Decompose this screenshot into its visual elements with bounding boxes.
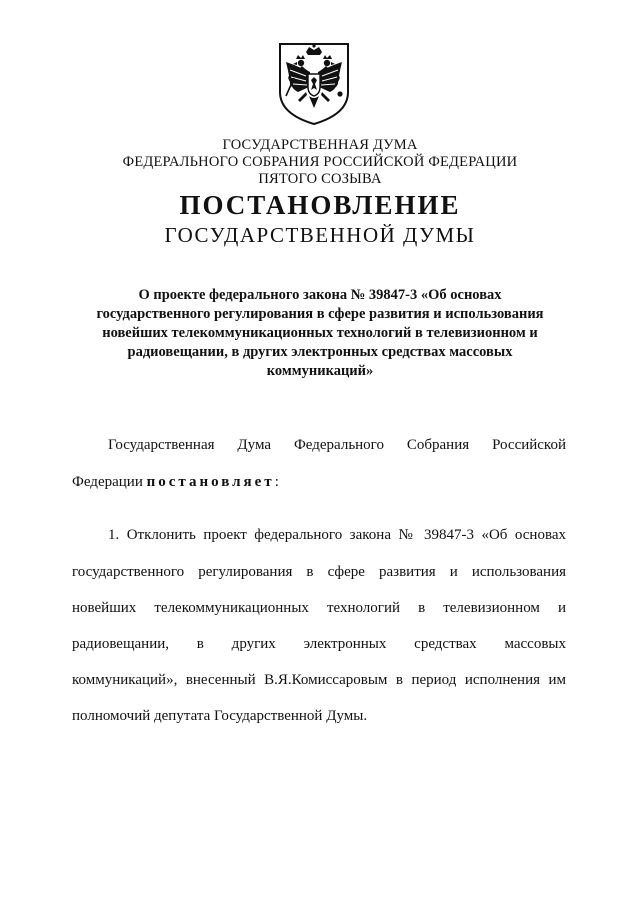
subject-line: государственного регулирования в сфере развития и использования [96, 306, 544, 322]
item-line: коммуникаций», внесенный В.Я.Комиссаровым в период исполнения им [72, 672, 566, 688]
item-line: государственного регулирования в сфере развития и использования [72, 564, 566, 580]
org-line-convocation: ПЯТОГО СОЗЫВА [258, 171, 382, 187]
resolves-word: постановляет [146, 474, 275, 490]
resolution-subject [60, 286, 580, 381]
coat-of-arms-icon [276, 40, 352, 126]
subject-line: новейших телекоммуникационных технологий в телевизионном и [102, 325, 538, 341]
subject-line: О проекте федерального закона № 39847-3 «Об основах [138, 287, 502, 303]
item-line: радиовещании, в других электронных средствах массовых [72, 636, 566, 652]
document-title: ПОСТАНОВЛЕНИЕ [179, 190, 461, 220]
preamble-colon: : [274, 474, 279, 490]
item-line: новейших телекоммуникационных технологий в телевизионном и [72, 600, 566, 616]
org-line-federal-assembly: ФЕДЕРАЛЬНОГО СОБРАНИЯ РОССИЙСКОЙ ФЕДЕРАЦИИ [122, 154, 518, 170]
preamble-text: Федерации [72, 474, 143, 490]
item-line: полномочий депутата Государственной Думы. [72, 708, 368, 724]
item-line: 1. Отклонить проект федерального закона № 39847-3 «Об основах [108, 527, 566, 543]
org-line-state-duma: ГОСУДАРСТВЕННАЯ ДУМА [222, 137, 418, 153]
subject-line: коммуникаций» [266, 363, 374, 379]
preamble-line [72, 473, 566, 491]
preamble-line: Государственная Дума Федерального Собрания Российской [108, 437, 566, 453]
subject-line: радиовещании, в других электронных средствах массовых [127, 344, 513, 360]
document-subtitle: ГОСУДАРСТВЕННОЙ ДУМЫ [164, 223, 476, 247]
